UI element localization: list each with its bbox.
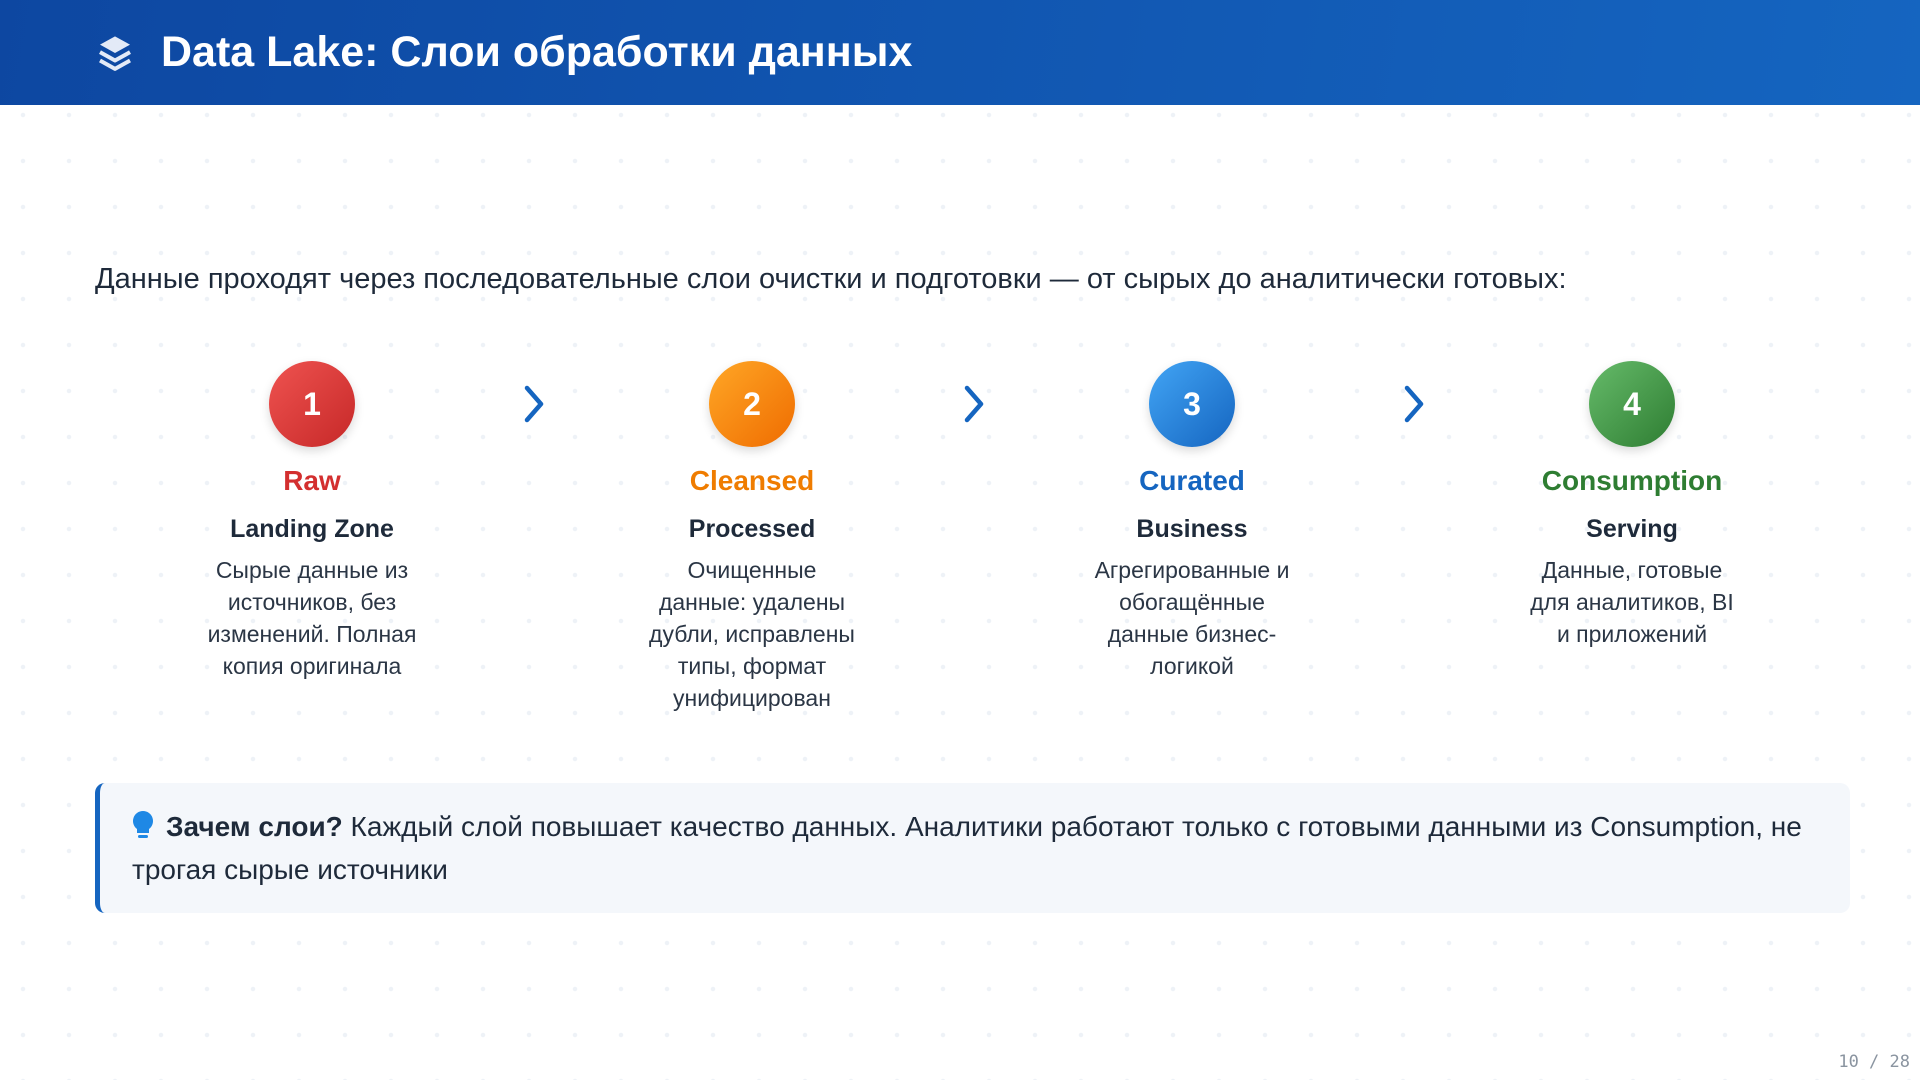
callout-text: Каждый слой повышает качество данных. Аналитики работают только с готовыми данными из Consumption, не трогая сырые источники (132, 811, 1802, 885)
layer-subtitle: Business (1136, 515, 1248, 543)
step-number-badge: 1 (269, 361, 355, 447)
layer-description: Агрегированные и обогащённые данные бизнес-логикой (1094, 557, 1290, 679)
layer-name: Cleansed (689, 465, 815, 496)
callout (95, 783, 1850, 913)
header (0, 0, 1920, 105)
layer-description: Очищенные данные: удалены дубли, исправлены типы, формат унифицирован (649, 557, 855, 711)
layers-icon (95, 33, 135, 73)
layer-subtitle: Serving (1586, 515, 1678, 543)
layer-description: Сырые данные из источников, без изменений. Полная копия оригинала (207, 557, 417, 679)
chevron-right-icon (959, 382, 989, 426)
layer-name: Raw (283, 465, 341, 496)
layer-name: Consumption (1541, 465, 1723, 496)
chevron-right-icon (519, 382, 549, 426)
intro-text: Данные проходят через последовательные слои очистки и подготовки — от сырых до аналитически готовых: (95, 263, 1567, 295)
layer-subtitle: Processed (688, 515, 816, 543)
lightbulb-icon (132, 810, 154, 840)
layer-step-consumption (1482, 361, 1782, 650)
layer-name: Curated (1139, 465, 1245, 496)
callout-title: Зачем слои? (166, 811, 343, 842)
step-number-badge: 4 (1589, 361, 1675, 447)
layer-step-raw (162, 361, 462, 682)
step-number-badge: 3 (1149, 361, 1235, 447)
layer-step-curated (1042, 361, 1342, 682)
step-number-badge: 2 (709, 361, 795, 447)
page-title: Data Lake: Слои обработки данных (161, 28, 913, 76)
layer-step-cleansed (602, 361, 902, 714)
chevron-right-icon (1399, 382, 1429, 426)
page-counter: 10 / 28 (1838, 1052, 1910, 1072)
layer-subtitle: Landing Zone (230, 515, 394, 543)
layer-description: Данные, готовые для аналитиков, BI и приложений (1530, 557, 1734, 647)
